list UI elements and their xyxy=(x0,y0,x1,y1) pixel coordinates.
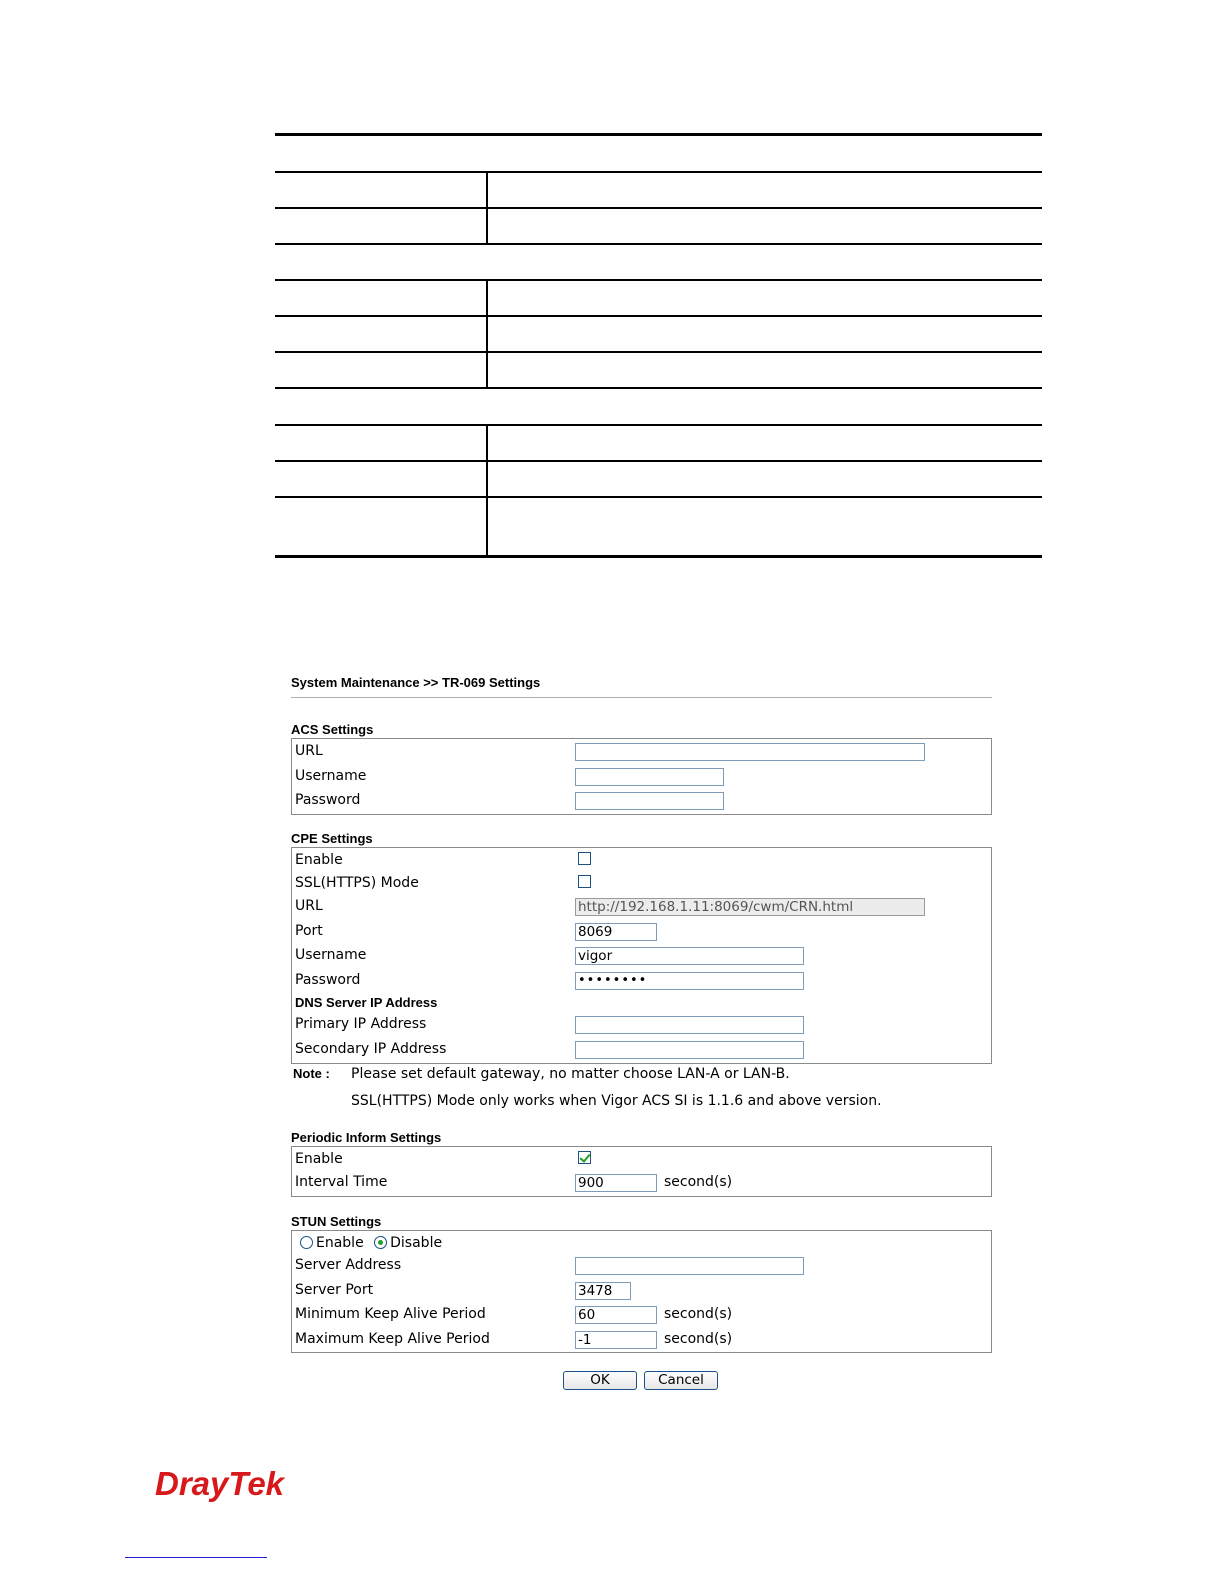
acs-password-row xyxy=(292,788,991,813)
table-divider xyxy=(486,279,488,389)
description-table xyxy=(275,133,1042,558)
table-rule xyxy=(275,496,1042,498)
max-keepalive-input[interactable]: -1 xyxy=(575,1331,657,1349)
server-port-label: Server Port xyxy=(295,1281,374,1298)
table-rule xyxy=(275,424,1042,426)
cpe-username-input[interactable]: vigor xyxy=(575,947,804,965)
draytek-logo xyxy=(155,1462,290,1506)
max-keepalive-label: Maximum Keep Alive Period xyxy=(295,1330,490,1347)
cpe-enable-row xyxy=(292,848,991,871)
cancel-button[interactable]: Cancel xyxy=(644,1371,718,1390)
cpe-port-label: Port xyxy=(295,922,323,939)
ok-button[interactable]: OK xyxy=(563,1371,637,1390)
table-rule xyxy=(275,171,1042,173)
min-keepalive-input[interactable]: 60 xyxy=(575,1306,657,1324)
note-line-1: Please set default gateway, no matter choose LAN-A or LAN-B. xyxy=(351,1066,790,1082)
cpe-settings-box xyxy=(291,847,992,1064)
footer-rule xyxy=(125,1557,267,1558)
acs-settings-box xyxy=(291,738,992,815)
cpe-username-row xyxy=(292,943,991,968)
stun-mode-options xyxy=(300,1234,442,1252)
cpe-section-title: CPE Settings xyxy=(291,831,373,846)
max-keepalive-row xyxy=(292,1327,991,1352)
table-rule xyxy=(275,279,1042,281)
page-title: System Maintenance >> TR-069 Settings xyxy=(291,675,541,690)
table-rule xyxy=(275,460,1042,462)
cpe-password-input[interactable]: •••••••• xyxy=(575,972,804,990)
periodic-settings-box xyxy=(291,1146,992,1197)
draytek-logo-text: DrayTek xyxy=(155,1465,285,1502)
acs-url-input[interactable] xyxy=(575,743,925,761)
server-address-row xyxy=(292,1253,991,1278)
table-rule xyxy=(275,207,1042,209)
acs-url-label: URL xyxy=(295,743,323,759)
interval-label: Interval Time xyxy=(295,1174,388,1190)
stun-disable-radio[interactable] xyxy=(374,1236,387,1249)
cpe-username-label: Username xyxy=(295,947,367,963)
stun-settings-box xyxy=(291,1230,992,1353)
primary-ip-row xyxy=(292,1012,991,1037)
periodic-enable-label: Enable xyxy=(295,1151,343,1167)
server-address-label: Server Address xyxy=(295,1257,402,1273)
min-keepalive-unit: second(s) xyxy=(664,1306,733,1322)
tr069-settings-panel xyxy=(291,674,992,1391)
cpe-url-label: URL xyxy=(295,898,323,914)
primary-ip-label: Primary IP Address xyxy=(295,1016,427,1032)
stun-section-title: STUN Settings xyxy=(291,1214,382,1229)
interval-row xyxy=(292,1170,991,1195)
cpe-password-label: Password xyxy=(295,971,361,988)
periodic-section-title: Periodic Inform Settings xyxy=(291,1130,442,1145)
table-divider xyxy=(486,424,488,557)
acs-username-row xyxy=(292,764,991,789)
stun-mode-row xyxy=(292,1231,991,1253)
note-block xyxy=(291,1064,992,1118)
server-port-input[interactable]: 3478 xyxy=(575,1282,631,1300)
acs-password-label: Password xyxy=(295,792,361,808)
cpe-port-input[interactable]: 8069 xyxy=(575,923,657,941)
primary-ip-input[interactable] xyxy=(575,1016,804,1034)
acs-username-label: Username xyxy=(295,767,367,784)
min-keepalive-row xyxy=(292,1302,991,1327)
cpe-url-input: http://192.168.1.11:8069/cwm/CRN.html xyxy=(575,898,925,916)
stun-enable-radio[interactable] xyxy=(300,1236,313,1249)
table-rule xyxy=(275,243,1042,245)
acs-url-row xyxy=(292,739,991,764)
server-address-input[interactable] xyxy=(575,1257,804,1275)
cpe-enable-label: Enable xyxy=(295,852,343,868)
max-keepalive-unit: second(s) xyxy=(664,1330,733,1347)
note-label: Note : xyxy=(293,1066,330,1081)
secondary-ip-row xyxy=(292,1037,991,1062)
acs-section-title: ACS Settings xyxy=(291,722,374,737)
acs-password-input[interactable] xyxy=(575,792,724,810)
cpe-ssl-row xyxy=(292,871,991,894)
cpe-enable-checkbox[interactable] xyxy=(578,852,591,865)
secondary-ip-input[interactable] xyxy=(575,1041,804,1059)
table-rule xyxy=(275,387,1042,389)
table-bottom-rule xyxy=(275,555,1042,558)
periodic-enable-row xyxy=(292,1147,991,1170)
cpe-password-row xyxy=(292,968,991,993)
table-divider xyxy=(486,171,488,245)
table-rule xyxy=(275,351,1042,353)
cpe-ssl-checkbox[interactable] xyxy=(578,875,591,888)
table-rule xyxy=(275,315,1042,317)
cpe-ssl-label: SSL(HTTPS) Mode xyxy=(295,875,419,891)
stun-disable-label: Disable xyxy=(390,1235,443,1251)
acs-username-input[interactable] xyxy=(575,768,724,786)
table-top-rule xyxy=(275,133,1042,136)
min-keepalive-label: Minimum Keep Alive Period xyxy=(295,1306,486,1322)
interval-input[interactable]: 900 xyxy=(575,1174,657,1192)
periodic-enable-checkbox[interactable] xyxy=(578,1151,591,1164)
cpe-port-row xyxy=(292,919,991,944)
secondary-ip-label: Secondary IP Address xyxy=(295,1040,447,1057)
cpe-url-row xyxy=(292,894,991,919)
server-port-row xyxy=(292,1278,991,1303)
dns-heading-row xyxy=(292,992,991,1012)
dns-server-heading: DNS Server IP Address xyxy=(295,995,438,1010)
interval-unit: second(s) xyxy=(664,1174,733,1190)
stun-enable-label: Enable xyxy=(316,1235,364,1251)
note-line-2: SSL(HTTPS) Mode only works when Vigor ACS SI is 1.1.6 and above version. xyxy=(351,1093,882,1109)
form-buttons xyxy=(291,1371,992,1391)
